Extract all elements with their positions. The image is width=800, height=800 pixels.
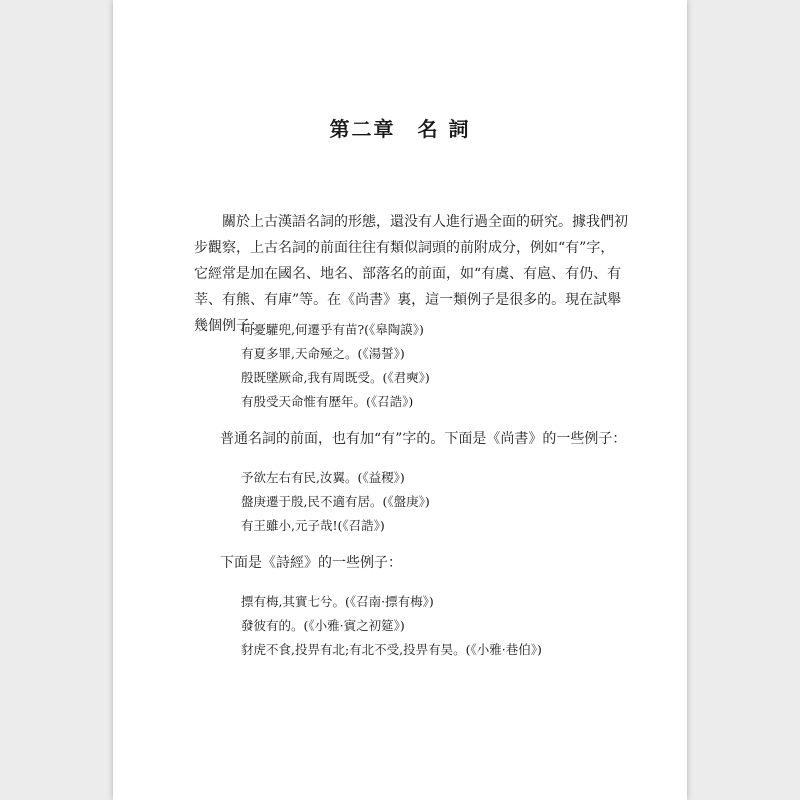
book-page bbox=[113, 0, 687, 800]
chapter-number: 第二章 bbox=[329, 117, 396, 141]
quote-line: 豺虎不食,投畀有北;有北不受,投畀有昊。(《小雅·巷伯》) bbox=[241, 642, 542, 657]
chapter-name: 名 詞 bbox=[417, 117, 471, 141]
quote-line: 予欲左右有民,汝翼。(《益稷》) bbox=[241, 470, 405, 485]
quote-line: 有王雖小,元子哉!(《召誥》) bbox=[241, 518, 385, 533]
quote-line: 摽有梅,其實七兮。(《召南·摽有梅》) bbox=[241, 594, 434, 609]
quote-list-shijing bbox=[241, 590, 661, 662]
quote-list-shangshu-common-nouns bbox=[241, 466, 661, 538]
quote-line: 殷既墜厥命,我有周既受。(《君奭》) bbox=[241, 370, 430, 385]
quote-line: 有夏多罪,天命殛之。(《湯誓》) bbox=[241, 346, 405, 361]
paragraph-shijing: 下面是《詩經》的一些例子： bbox=[220, 555, 402, 571]
quote-line: 盤庚遷于殷,民不適有居。(《盤庚》) bbox=[241, 494, 430, 509]
chapter-title bbox=[113, 113, 687, 142]
paragraph-common-nouns: 普通名詞的前面，也有加“有”字的。下面是《尚書》的一些例子： bbox=[220, 431, 627, 447]
paragraph-intro: 關於上古漢語名詞的形態，還没有人進行過全面的研究。據我們初步觀察，上古名詞的前面往往有類似詞頭的前附成分，例如“有”字，它經常是加在國名、地名、部落名的前面，如“有虞、有扈、有仍、有莘、有熊、有庫”等。在《尚書》裏，這一類例子是很多的。現在試舉幾個例子： bbox=[194, 214, 628, 334]
quote-list-shangshu-proper-names bbox=[241, 318, 661, 414]
quote-line: 有殷受天命惟有歷年。(《召誥》) bbox=[241, 394, 414, 409]
quote-line: 何憂驩兜,何遷乎有苗?(《皋陶謨》) bbox=[241, 322, 424, 337]
quote-line: 發彼有的。(《小雅·賓之初筵》) bbox=[241, 618, 405, 633]
